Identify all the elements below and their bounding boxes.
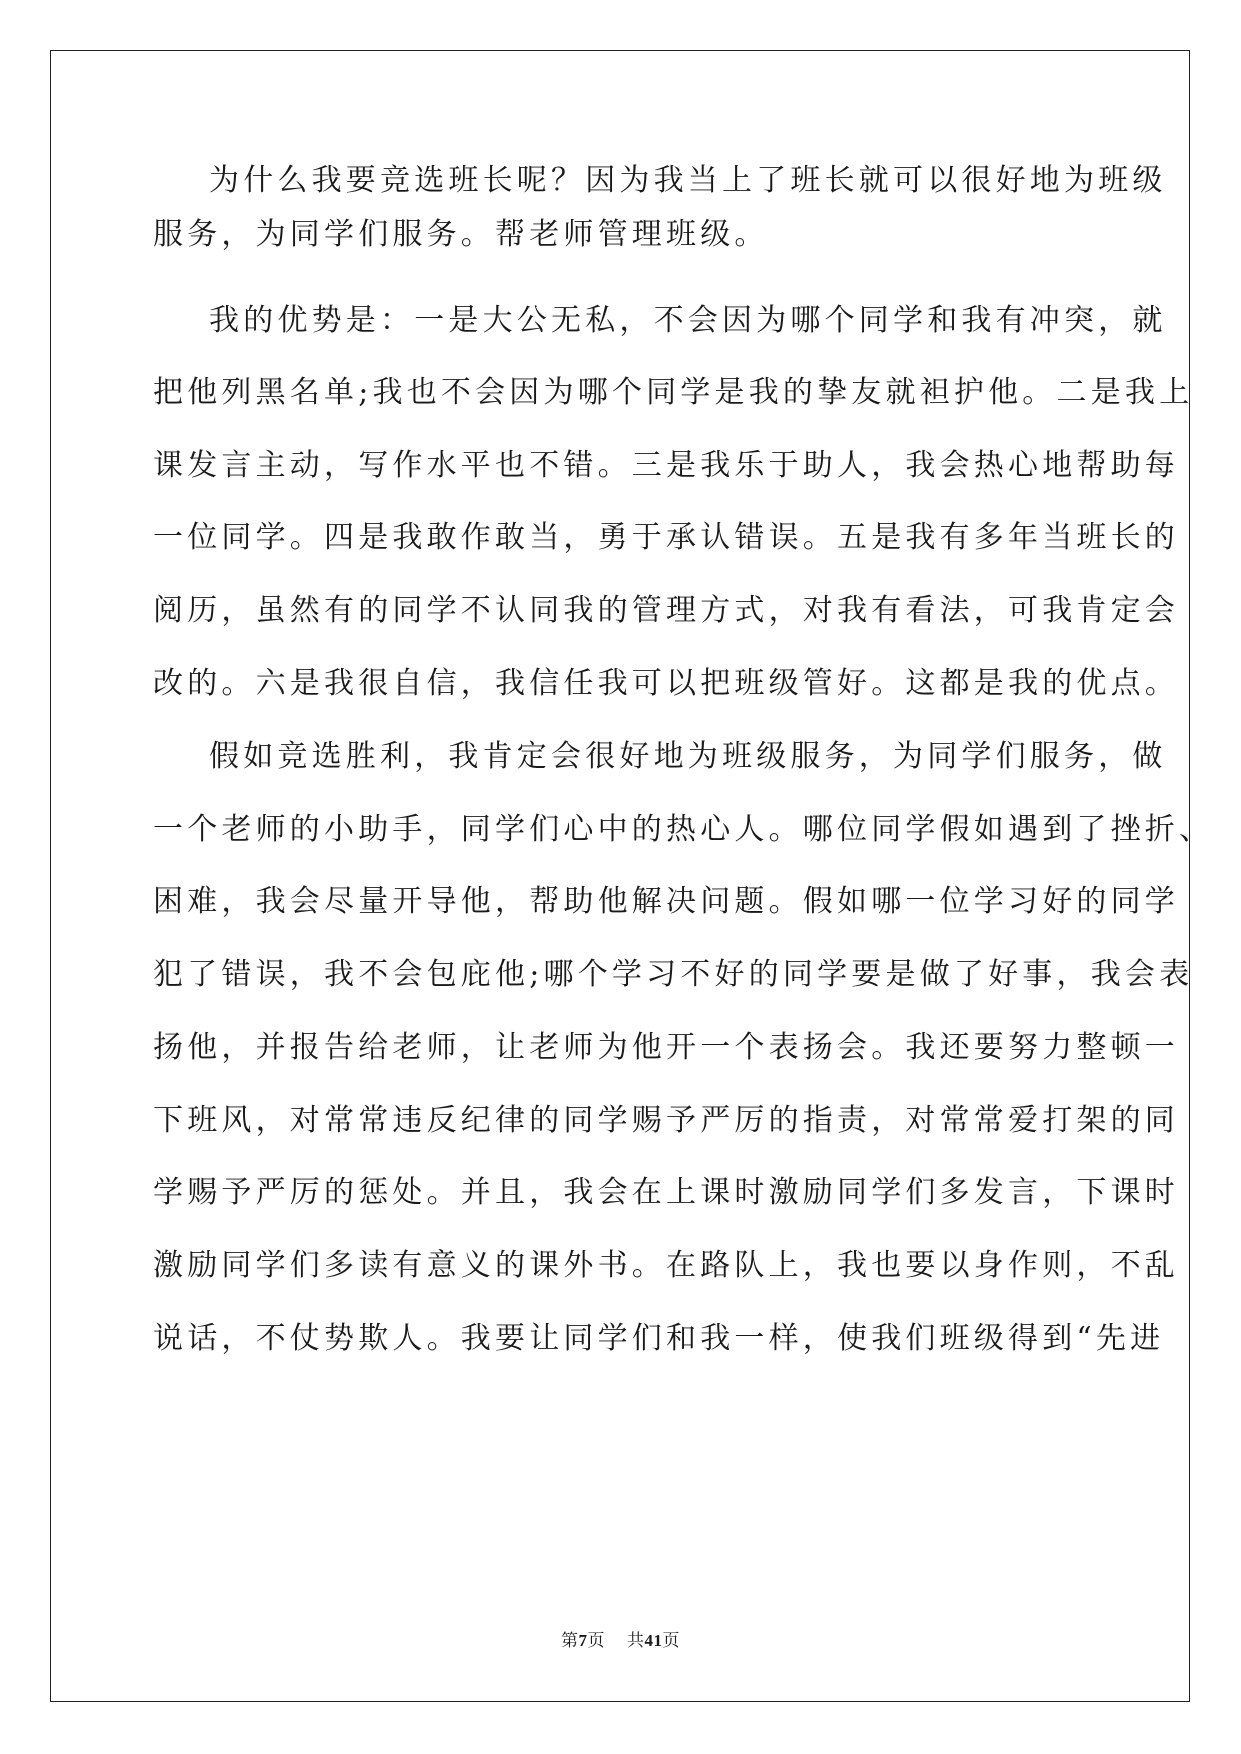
paragraph-3-line-9: 说话，不仗势欺人。我要让同学们和我一样，使我们班级得到“先进 (153, 1321, 1165, 1356)
paragraph-3-line-7: 学赐予严厉的惩处。并且，我会在上课时激励同学们多发言，下课时 (153, 1175, 1179, 1210)
page-border (50, 50, 1190, 1702)
total-prefix: 共 (627, 1631, 645, 1650)
paragraph-1-line-2: 服务，为同学们服务。帮老师管理班级。 (153, 217, 769, 252)
paragraph-2-line-5: 阅历，虽然有的同学不认同我的管理方式，对我有看法，可我肯定会 (153, 593, 1179, 628)
paragraph-1-line-1: 为什么我要竞选班长呢？因为我当上了班长就可以很好地为班级 (209, 163, 1167, 198)
paragraph-2-line-6: 改的。六是我很自信，我信任我可以把班级管好。这都是我的优点。 (153, 666, 1179, 701)
paragraph-2-line-3: 课发言主动，写作水平也不错。三是我乐于助人，我会热心地帮助每 (153, 448, 1179, 483)
paragraph-3-line-6: 下班风，对常常违反纪律的同学赐予严厉的指责，对常常爱打架的同 (153, 1103, 1179, 1138)
page-prefix: 第 (561, 1631, 579, 1650)
paragraph-2-line-1: 我的优势是：一是大公无私，不会因为哪个同学和我有冲突，就 (209, 303, 1167, 338)
page-number: 7 (578, 1631, 588, 1650)
total-pages: 41 (644, 1631, 663, 1650)
paragraph-3-line-5: 扬他，并报告给老师，让老师为他开一个表扬会。我还要努力整顿一 (153, 1030, 1179, 1065)
paragraph-3-line-4: 犯了错误，我不会包庇他;哪个学习不好的同学要是做了好事，我会表 (153, 957, 1194, 992)
paragraph-3-line-1: 假如竞选胜利，我肯定会很好地为班级服务，为同学们服务，做 (209, 739, 1167, 774)
paragraph-3-line-3: 困难，我会尽量开导他，帮助他解决问题。假如哪一位学习好的同学 (153, 884, 1179, 919)
paragraph-3-line-2: 一个老师的小助手，同学们心中的热心人。哪位同学假如遇到了挫折、 (153, 812, 1214, 847)
paragraph-3-line-8: 激励同学们多读有意义的课外书。在路队上，我也要以身作则，不乱 (153, 1248, 1179, 1283)
total-suffix: 页 (662, 1631, 680, 1650)
paragraph-2-line-4: 一位同学。四是我敢作敢当，勇于承认错误。五是我有多年当班长的 (153, 520, 1179, 555)
page-suffix: 页 (587, 1631, 605, 1650)
page-footer (0, 1631, 1241, 1651)
paragraph-2-line-2: 把他列黑名单;我也不会因为哪个同学是我的挚友就袒护他。二是我上 (153, 375, 1194, 410)
